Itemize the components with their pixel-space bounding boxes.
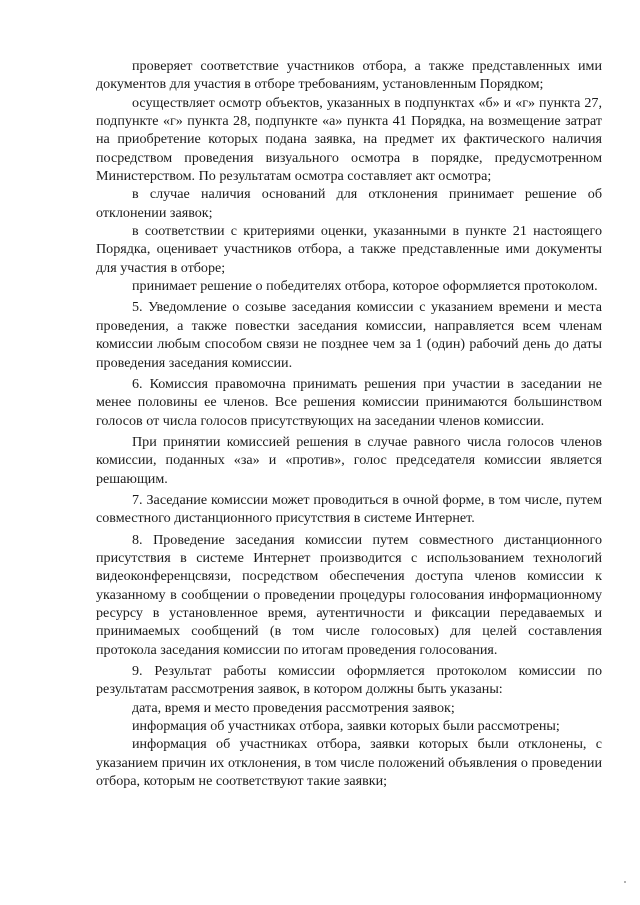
paragraph-inspection: осуществляет осмотр объектов, указанных в подпунктах «б» и «г» пункта 27, подпункте «г» пункта 28, подпункте «а» пункта 41 Порядка, на возмещение затрат на приобретение которых подана заявка, на предмет их фактического наличия посредством проведения визуального осмотра в порядке, предусмотренном Министерством. По результатам осмотра составляет акт осмотра; bbox=[96, 94, 602, 185]
list-item-reviewed-applications: информация об участниках отбора, заявки которых были рассмотрены; bbox=[132, 718, 560, 735]
paragraph-item-5: 5. Уведомление о созыве заседания комиссии с указанием времени и места проведения, а также повестки заседания комиссии, направляется всем членам комиссии любым способом связи не позднее чем за 1 (один) рабочий день до даты проведения заседания комиссии. bbox=[96, 299, 602, 371]
paragraph-rejection-decision: в случае наличия оснований для отклонения принимает решение об отклонении заявок; bbox=[96, 186, 602, 221]
paragraph-tie-vote: При принятии комиссией решения в случае равного числа голосов членов комиссии, поданных «за» и «против», голос председателя комиссии является решающим. bbox=[96, 433, 602, 487]
paragraph-item-6: 6. Комиссия правомочна принимать решения при участии в заседании не менее половины ее членов. Все решения комиссии принимаются большинством голосов от числа голосов присутствующих на заседании членов комиссии. bbox=[96, 375, 602, 429]
list-item-rejected-applications: информация об участниках отбора, заявки которых были отклонены, с указанием причин их отклонения, в том числе положений объявления о проведении отбора, которым не соответствуют такие заявки; bbox=[96, 736, 602, 790]
paragraph-item-7: 7. Заседание комиссии может проводиться в очной форме, в том числе, путем совместного дистанционного присутствия в системе Интернет. bbox=[96, 491, 602, 527]
paragraph-winners-decision: принимает решение о победителях отбора, которое оформляется протоколом. bbox=[132, 278, 598, 295]
scan-speck bbox=[624, 881, 626, 883]
document-body bbox=[96, 57, 602, 790]
paragraph-item-9: 9. Результат работы комиссии оформляется протоколом комиссии по результатам рассмотрения заявок, в котором должны быть указаны: bbox=[96, 663, 602, 698]
paragraph-item-8: 8. Проведение заседания комиссии путем совместного дистанционного присутствия в системе Интернет производится с использованием технологий видеоконференцсвязи, посредством обеспечения доступа членов комиссии к указанному в сообщении о проведении процедуры голосования информационному ресурсу в установленное время, аутентичности и фиксации передаваемых и принимаемых сообщений (в том числе голосовых) для целей составления протокола заседания комиссии по итогам проведения голосования. bbox=[96, 531, 602, 658]
paragraph-checks-compliance: проверяет соответствие участников отбора, а также представленных ими документов для участия в отборе требованиям, установленным Порядком; bbox=[96, 58, 602, 93]
list-item-date-time-place: дата, время и место проведения рассмотрения заявок; bbox=[132, 699, 455, 716]
paragraph-evaluation: в соответствии с критериями оценки, указанными в пункте 21 настоящего Порядка, оценивает участников отбора, а также представленные ими документы для участия в отборе; bbox=[96, 223, 602, 276]
